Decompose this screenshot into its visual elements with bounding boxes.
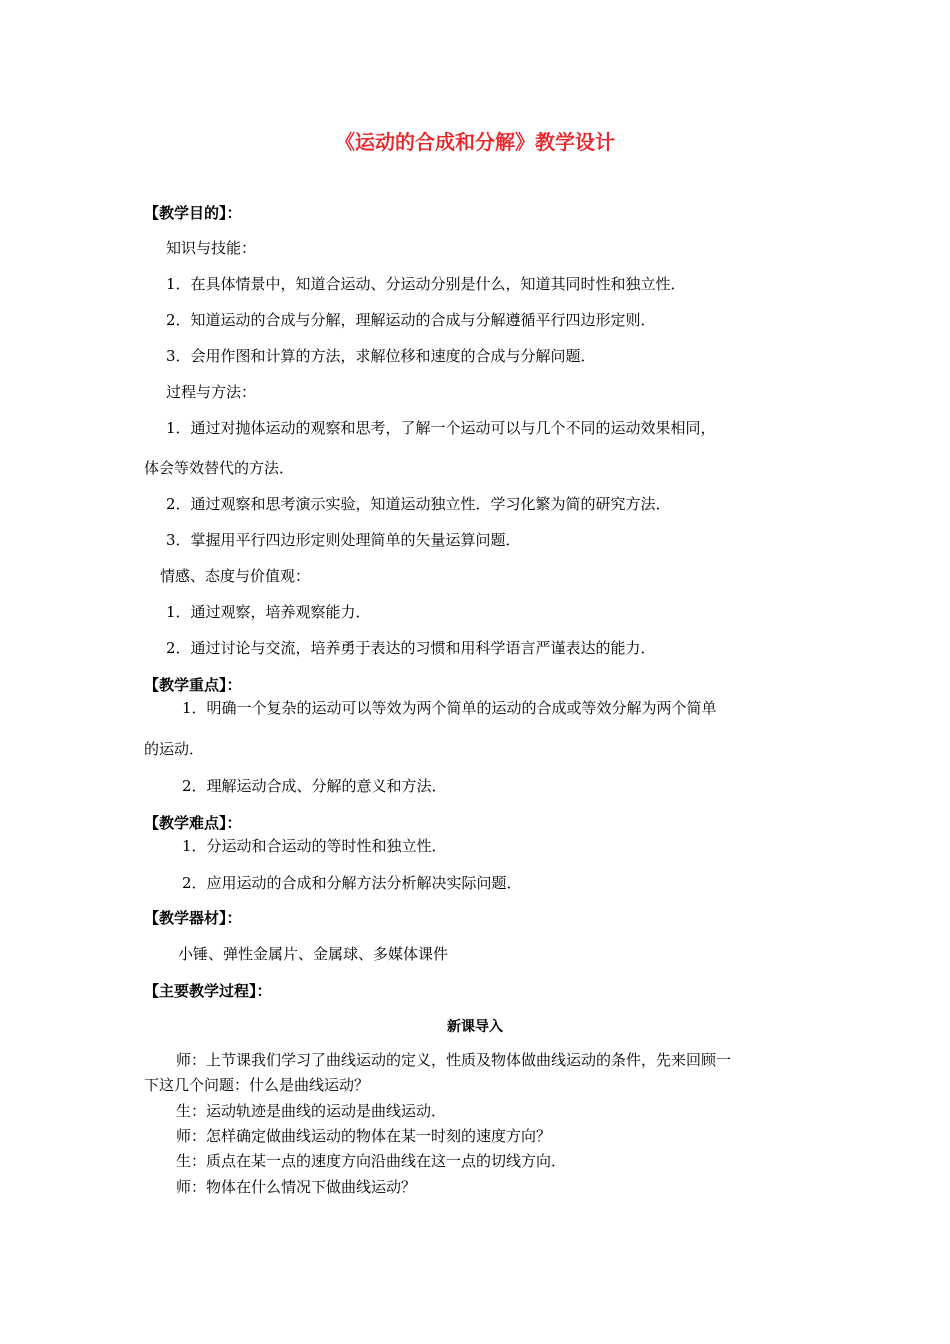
emotion-item-2: 2．通过讨论与交流，培养勇于表达的习惯和用科学语言严谨表达的能力． <box>166 639 656 657</box>
process-item-1-cont: 体会等效替代的方法． <box>144 459 295 477</box>
knowledge-skills-label: 知识与技能： <box>166 239 257 257</box>
objectives-heading: 【教学目的】： <box>144 204 242 222</box>
key-point-1-cont: 的运动． <box>144 740 205 758</box>
process-item-2: 2．通过观察和思考演示实验，知道运动独立性．学习化繁为简的研究方法． <box>166 495 671 513</box>
main-process-heading: 【主要教学过程】： <box>144 982 272 1000</box>
knowledge-item-3: 3．会用作图和计算的方法，求解位移和速度的合成与分解问题． <box>166 347 596 365</box>
knowledge-item-2: 2．知道运动的合成与分解，理解运动的合成与分解遵循平行四边形定则． <box>166 311 656 329</box>
key-points-heading: 【教学重点】： <box>144 676 242 694</box>
dialog-line-2: 生：运动轨迹是曲线的运动是曲线运动． <box>176 1102 447 1120</box>
process-item-3: 3．掌握用平行四边形定则处理简单的矢量运算问题． <box>166 531 521 549</box>
key-point-2: 2．理解运动合成、分解的意义和方法． <box>182 777 447 795</box>
dialog-line-1-cont: 下这几个问题：什么是曲线运动？ <box>144 1076 370 1094</box>
equipment-heading: 【教学器材】： <box>144 909 242 927</box>
emotion-item-1: 1．通过观察，培养观察能力． <box>166 603 371 621</box>
difficulty-2: 2．应用运动的合成和分解方法分析解决实际问题． <box>182 874 522 892</box>
knowledge-item-1: 1．在具体情景中，知道合运动、分运动分别是什么，知道其同时性和独立性． <box>166 275 686 293</box>
dialog-line-5: 师：物体在什么情况下做曲线运动？ <box>176 1178 417 1196</box>
difficulties-heading: 【教学难点】： <box>144 814 242 832</box>
process-item-1: 1．通过对抛体运动的观察和思考，了解一个运动可以与几个不同的运动效果相同， <box>166 419 716 437</box>
page-title: 《运动的合成和分解》教学设计 <box>335 130 615 154</box>
difficulty-1: 1．分运动和合运动的等时性和独立性． <box>182 837 447 855</box>
equipment-text: 小锤、弹性金属片、金属球、多媒体课件 <box>178 945 449 963</box>
dialog-line-3: 师：怎样确定做曲线运动的物体在某一时刻的速度方向？ <box>176 1127 552 1145</box>
dialog-line-1: 师：上节课我们学习了曲线运动的定义，性质及物体做曲线运动的条件，先来回顾一 <box>176 1051 732 1069</box>
dialog-line-4: 生：质点在某一点的速度方向沿曲线在这一点的切线方向． <box>176 1152 567 1170</box>
process-method-label: 过程与方法： <box>166 383 257 401</box>
key-point-1: 1．明确一个复杂的运动可以等效为两个简单的运动的合成或等效分解为两个简单 <box>182 699 717 717</box>
emotion-label: 情感、态度与价值观： <box>160 567 311 585</box>
section-title-new-lesson: 新课导入 <box>447 1019 503 1035</box>
